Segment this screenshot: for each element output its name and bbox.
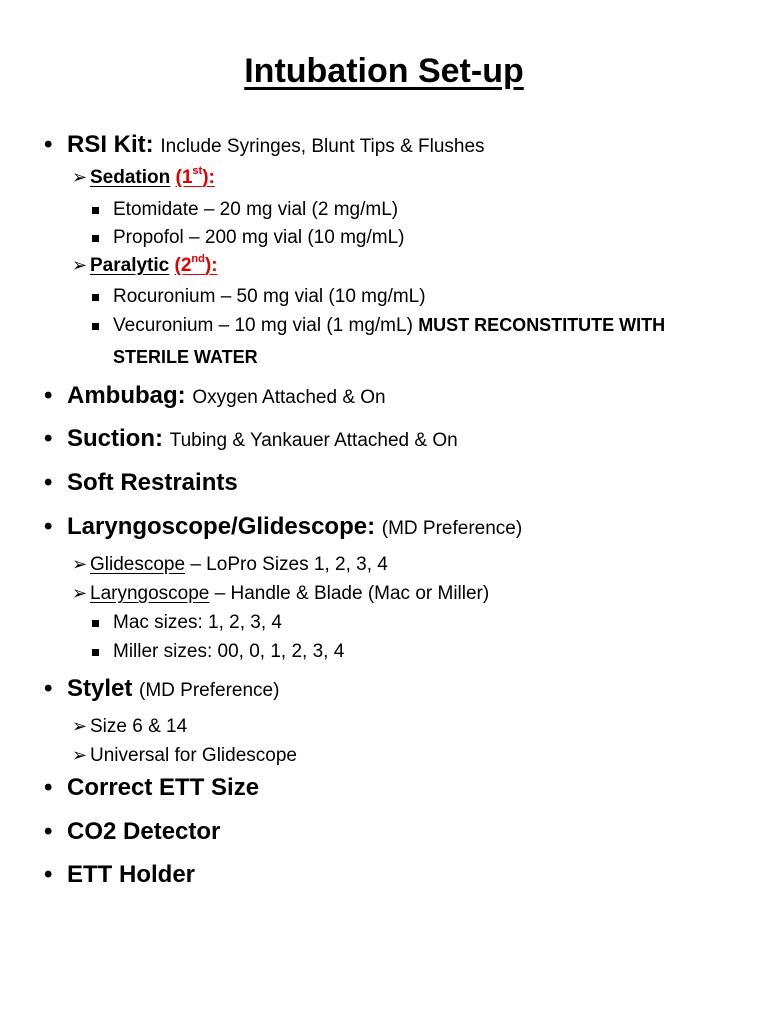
- square-bullet-icon: [92, 294, 99, 301]
- bullet-icon: •: [44, 425, 53, 452]
- suction-note: Tubing & Yankauer Attached & On: [169, 430, 458, 451]
- glidescope-label: Glidescope: [90, 554, 186, 575]
- sedation-order: (1st):: [175, 165, 215, 188]
- laryngoscope-sub-label: Laryngoscope: [90, 583, 210, 604]
- soft-restraints-label: Soft Restraints: [67, 469, 238, 496]
- paralytic-order: (2nd):: [174, 253, 218, 276]
- laryngoscope-label: Laryngoscope/Glidescope: [67, 513, 368, 540]
- paralytic-label: Paralytic: [90, 255, 170, 276]
- square-bullet-icon: [92, 649, 99, 656]
- bullet-icon: •: [44, 469, 53, 496]
- arrow-bullet-icon: ➢: [72, 167, 88, 187]
- bullet-icon: •: [44, 675, 53, 702]
- rsi-kit-note: Include Syringes, Blunt Tips & Flushes: [160, 136, 485, 157]
- document-page: Intubation Set-up • RSI Kit: Include Syringes, Blunt Tips & Flushes ➢ Sedation (1st): Etomidate – 20 mg vial (2 mg/mL) Propofol – 200 mg vial (10 mg/mL) ➢ Paralytic (2nd): Rocuronium – 50 mg vial (10 mg/mL) Vecuronium – 10 mg vial (1 mg/mL) MUST RECONSTITUTE WITH STERILE WATER • Ambubag: Oxygen Attached & On • Suction: Tubing & Yankauer Attached & On • Soft Restraints • Laryngoscope/Glidescope: (MD Preference) ➢ Glidescope – LoPro Sizes 1, 2, 3, 4 ➢ Laryngoscope – Handle & Blade (Mac or Miller) Mac sizes: 1, 2, 3, 4 Miller sizes: 00, 0, 1, 2, 3, 4 • Stylet (MD Preference) ➢ Size 6 & 14 ➢ Universal for Glidescope • Correct ETT Size • CO2 Detector • ETT Holder: [0, 0, 768, 1024]
- ambubag-label: Ambubag: [67, 382, 178, 409]
- co2-detector-label: CO2 Detector: [67, 818, 221, 845]
- arrow-bullet-icon: ➢: [72, 554, 88, 574]
- arrow-bullet-icon: ➢: [72, 745, 88, 765]
- arrow-bullet-icon: ➢: [72, 583, 88, 603]
- reconstitute-warning: MUST RECONSTITUTE WITH: [418, 315, 666, 335]
- bullet-icon: •: [44, 774, 53, 801]
- square-bullet-icon: [92, 207, 99, 214]
- page-title: Intubation Set-up: [244, 52, 524, 90]
- laryngoscope-note: (MD Preference): [381, 518, 523, 539]
- bullet-icon: •: [44, 818, 53, 845]
- ambubag-note: Oxygen Attached & On: [192, 387, 386, 408]
- arrow-bullet-icon: ➢: [72, 716, 88, 736]
- square-bullet-icon: [92, 323, 99, 330]
- suction-label: Suction: [67, 425, 155, 452]
- sedation-label: Sedation: [90, 167, 171, 188]
- rsi-kit-label: RSI Kit:: [67, 131, 154, 158]
- bullet-icon: •: [44, 861, 53, 888]
- arrow-bullet-icon: ➢: [72, 255, 88, 275]
- square-bullet-icon: [92, 235, 99, 242]
- square-bullet-icon: [92, 620, 99, 627]
- ett-holder-label: ETT Holder: [67, 861, 196, 888]
- stylet-note: (MD Preference): [139, 680, 280, 701]
- bullet-icon: •: [44, 513, 53, 540]
- bullet-icon: •: [44, 382, 53, 409]
- bullet-icon: •: [44, 131, 53, 158]
- stylet-label: Stylet: [67, 675, 133, 702]
- ett-size-label: Correct ETT Size: [67, 774, 260, 801]
